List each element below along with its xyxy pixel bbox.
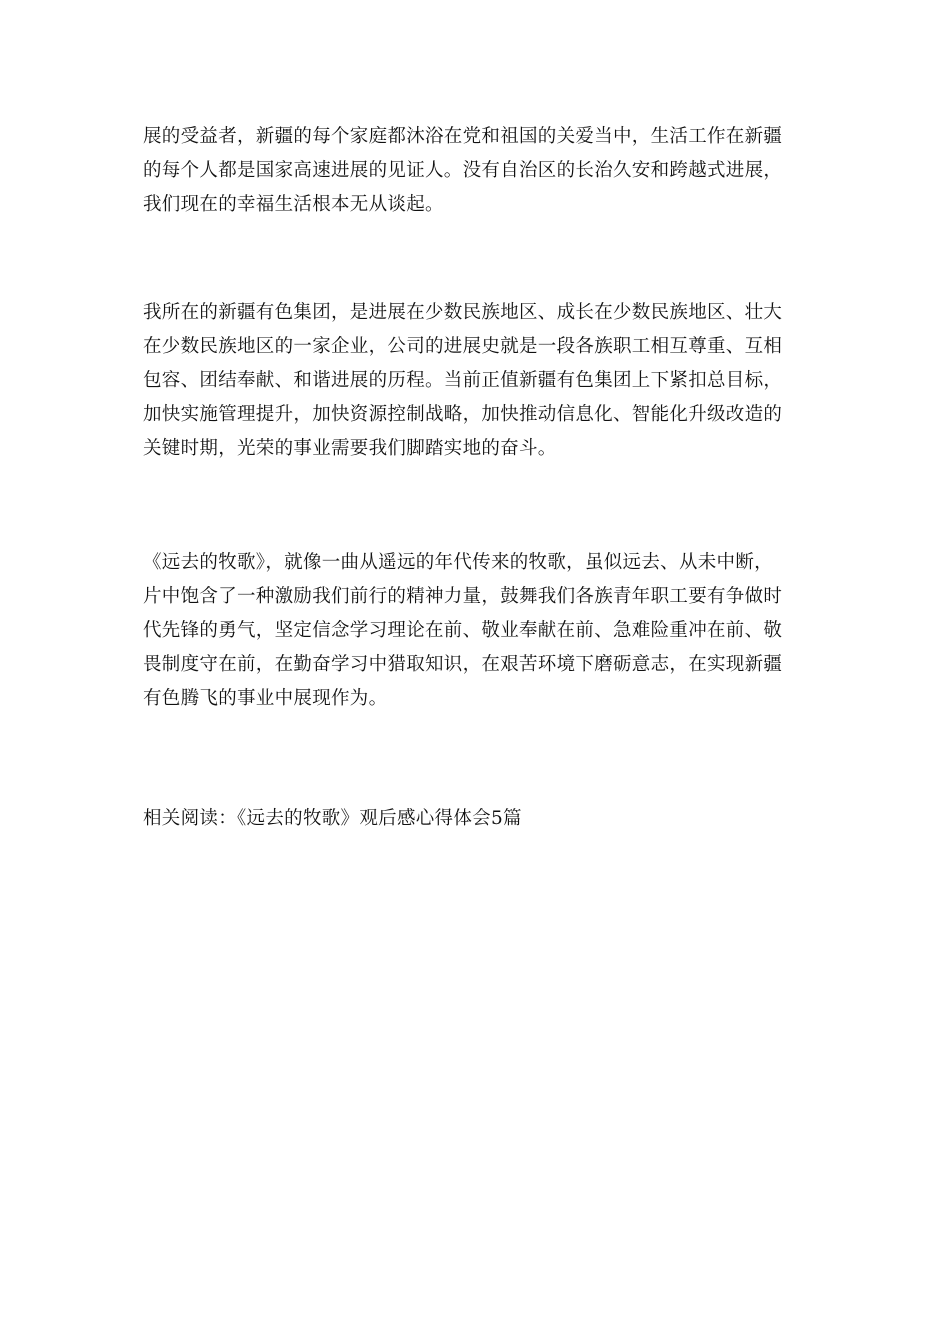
paragraph-beneficiaries — [143, 120, 813, 222]
paragraph-line: 有色腾飞的事业中展现作为。 — [143, 688, 388, 709]
paragraph-company — [143, 296, 813, 466]
paragraph-line: 《远去的牧歌》，就像一曲从遥远的年代传来的牧歌，虽似远去、从未中断， — [143, 552, 773, 573]
paragraph-line: 片中饱含了一种激励我们前行的精神力量，鼓舞我们各族青年职工要有争做时 — [143, 586, 783, 607]
paragraph-line: 的每个人都是国家高速进展的见证人。没有自治区的长治久安和跨越式进展， — [143, 160, 783, 181]
paragraph-line: 加快实施管理提升，加快资源控制战略，加快推动信息化、智能化升级改造的 — [143, 404, 783, 425]
paragraph-line: 我所在的新疆有色集团，是进展在少数民族地区、成长在少数民族地区、壮大 — [143, 302, 783, 323]
related-reading — [143, 802, 813, 836]
paragraph-line: 包容、团结奉献、和谐进展的历程。当前正值新疆有色集团上下紧扣总目标， — [143, 370, 783, 391]
paragraph-line: 我们现在的幸福生活根本无从谈起。 — [143, 194, 444, 215]
paragraph-film — [143, 546, 813, 716]
related-reading-text: 相关阅读：《远去的牧歌》观后感心得体会5篇 — [143, 808, 522, 829]
paragraph-line: 在少数民族地区的一家企业，公司的进展史就是一段各族职工相互尊重、互相 — [143, 336, 783, 357]
paragraph-line: 代先锋的勇气，坚定信念学习理论在前、敬业奉献在前、急难险重冲在前、敬 — [143, 620, 783, 641]
paragraph-line: 畏制度守在前，在勤奋学习中猎取知识，在艰苦环境下磨砺意志，在实现新疆 — [143, 654, 783, 675]
paragraph-line: 展的受益者，新疆的每个家庭都沐浴在党和祖国的关爱当中，生活工作在新疆 — [143, 126, 783, 147]
paragraph-line: 关键时期，光荣的事业需要我们脚踏实地的奋斗。 — [143, 438, 557, 459]
